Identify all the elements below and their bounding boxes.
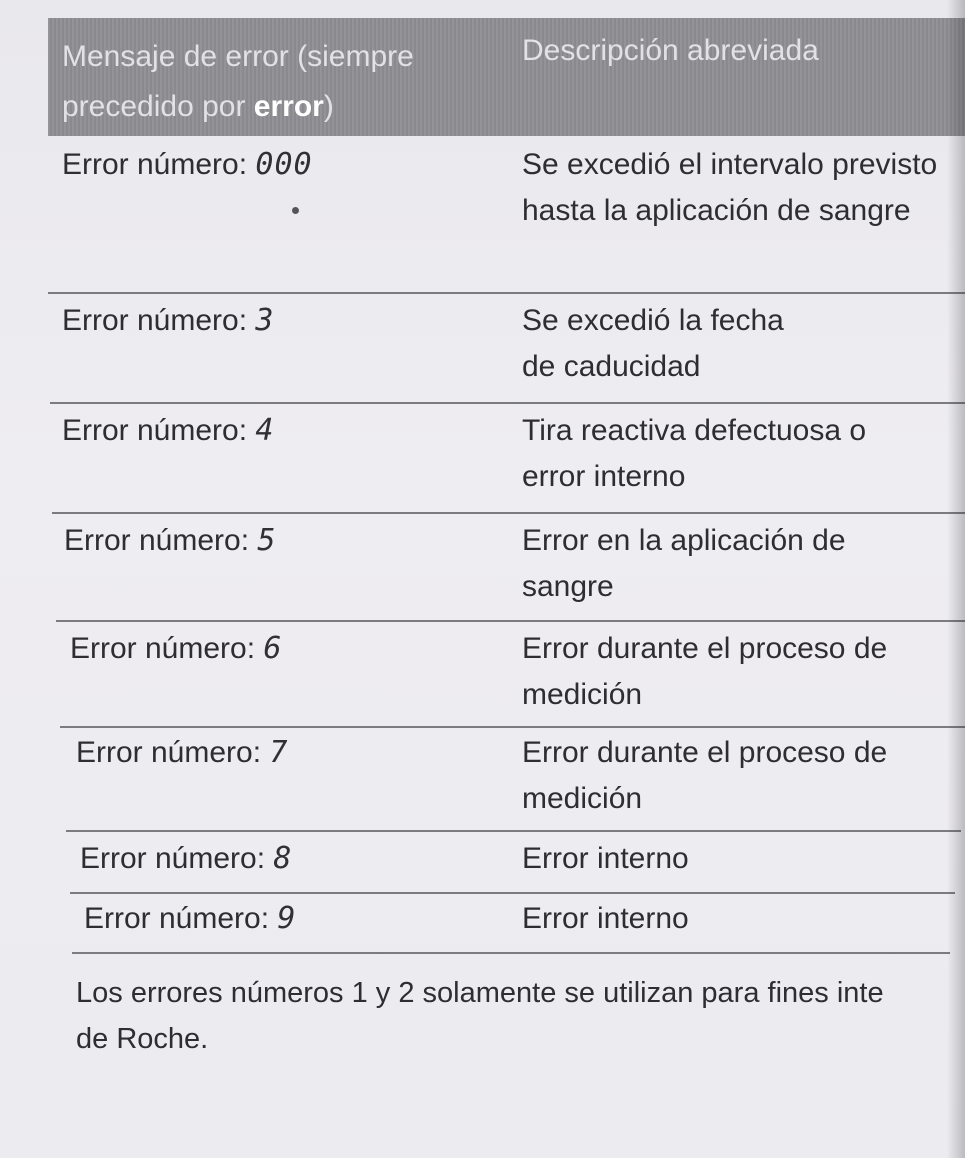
error-description: Error en la aplicación de sangre: [522, 524, 846, 603]
error-label: [80, 836, 292, 882]
header-error-message-text: Mensaje de error (siempre precedido por: [62, 40, 414, 123]
row-divider: [48, 292, 965, 294]
row-divider: [66, 830, 961, 832]
error-description: Error interno: [522, 842, 689, 875]
ink-speck: [292, 207, 299, 214]
error-description: Error interno: [522, 902, 689, 935]
row-divider: [52, 512, 965, 514]
error-label: [84, 896, 296, 942]
error-label-text: Error número:: [62, 304, 256, 337]
error-label-text: Error número:: [84, 902, 278, 935]
header-description: Descripción abreviada: [522, 34, 819, 67]
error-code: 4: [255, 413, 275, 448]
photo-edge-shadow: [947, 0, 965, 1158]
error-code: 8: [273, 841, 293, 876]
error-label-text: Error número:: [70, 632, 264, 665]
error-description: Tira reactiva defectuosa o error interno: [522, 414, 867, 493]
error-code: 3: [255, 303, 275, 338]
row-divider: [60, 726, 965, 728]
error-label-text: Error número:: [76, 736, 270, 769]
error-code: 7: [269, 735, 289, 770]
header-error-message: [62, 32, 502, 132]
row-divider: [70, 892, 955, 894]
error-label: [64, 518, 276, 564]
footnote-line-1: Los errores números 1 y 2 solamente se utilizan para fines inte: [76, 977, 884, 1009]
error-code: 9: [277, 901, 297, 936]
row-divider: [50, 402, 965, 404]
error-label: [62, 142, 313, 188]
error-label: [70, 626, 282, 672]
error-code: 5: [257, 523, 277, 558]
error-label: [62, 298, 274, 344]
error-code: 6: [263, 631, 283, 666]
footnote: [76, 970, 965, 1062]
error-label-text: Error número:: [62, 414, 256, 447]
error-label-text: Error número:: [80, 842, 274, 875]
footnote-line-2: de Roche.: [76, 1023, 209, 1055]
row-divider: [56, 620, 965, 622]
header-error-message-close: ): [323, 90, 334, 123]
header-error-keyword: error: [253, 90, 324, 123]
error-code: 000: [255, 147, 313, 182]
error-description: Se excedió el intervalo previsto hasta la aplicación de sangre: [522, 148, 938, 227]
error-label: [62, 408, 274, 454]
table-header: [48, 18, 965, 136]
error-label-text: Error número:: [62, 148, 256, 181]
error-description: Error durante el proceso de medición: [522, 632, 888, 711]
row-divider: [72, 952, 950, 954]
error-label: [76, 730, 288, 776]
error-label-text: Error número:: [64, 524, 258, 557]
error-description: Se excedió la fecha de caducidad: [522, 304, 784, 383]
error-description: Error durante el proceso de medición: [522, 736, 888, 815]
